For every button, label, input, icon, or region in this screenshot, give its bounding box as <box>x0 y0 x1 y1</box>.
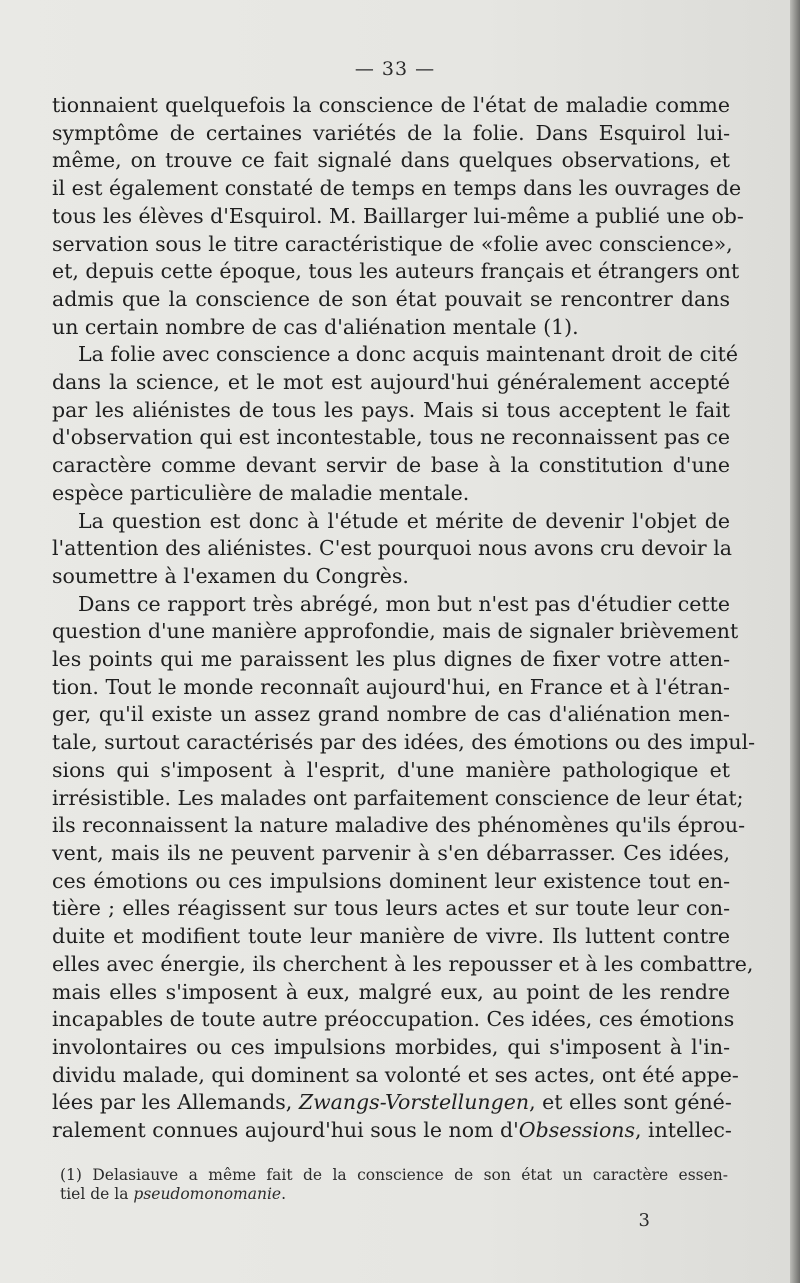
text-line: il est également constaté de temps en temps dans les ouvrages de <box>52 176 742 201</box>
text-segment: ralement connues aujourd'hui sous le nom d' <box>52 1118 519 1143</box>
text-line: duite et modifient toute leur manière de vivre. Ils luttent contre <box>52 924 730 949</box>
text-line: d'observation qui est incontestable, tous ne reconnaissent pas ce <box>52 425 730 450</box>
italic-term-pseudomonomanie: pseudomonomanie <box>133 1185 282 1203</box>
page-edge-shadow <box>790 0 800 1283</box>
body-text <box>52 92 756 1145</box>
text-line-with-italic <box>52 1117 730 1145</box>
text-line: admis que la conscience de son état pouvait se rencontrer dans <box>52 286 730 311</box>
text-line: tous les élèves d'Esquirol. M. Baillarger lui-même a publié une ob- <box>52 203 744 228</box>
text-segment: lées par les Allemands, <box>52 1090 299 1115</box>
text-line: dans la science, et le mot est aujourd'hui généralement accepté <box>52 370 730 395</box>
signature-mark: 3 <box>638 1210 650 1231</box>
text-line: et, depuis cette époque, tous les auteurs français et étrangers ont <box>52 259 740 284</box>
text-line: servation sous le titre caractéristique de «folie avec conscience», <box>52 231 733 256</box>
text-line: ger, qu'il existe un assez grand nombre de cas d'aliénation men- <box>52 702 730 727</box>
text-line: tion. Tout le monde reconnaît aujourd'hui, en France et à l'étran- <box>52 674 730 699</box>
text-line: même, on trouve ce fait signalé dans quelques observations, et <box>52 148 730 173</box>
text-segment: tiel de la <box>60 1185 134 1203</box>
text-line: irrésistible. Les malades ont parfaitement conscience de leur état; <box>52 785 744 810</box>
text-line: tale, surtout caractérisés par des idées, des émotions ou des impul- <box>52 730 756 755</box>
text-segment: . <box>281 1185 287 1203</box>
text-line: incapables de toute autre préoccupation. Ces idées, ces émotions <box>52 1007 735 1032</box>
text-segment: , et elles sont géné- <box>529 1090 732 1115</box>
text-line: symptôme de certaines variétés de la folie. Dans Esquirol lui- <box>52 120 730 145</box>
text-line: vent, mais ils ne peuvent parvenir à s'en débarrasser. Ces idées, <box>52 840 730 865</box>
footnote-line: (1) Delasiauve a même fait de la conscience de son état un caractère essen- <box>60 1166 728 1184</box>
page-number: — 33 — <box>354 58 436 80</box>
text-line: tionnaient quelquefois la conscience de l'état de maladie comme <box>52 93 730 117</box>
italic-term-zwangs-vorstellungen: Zwangs-Vorstellungen <box>298 1090 530 1115</box>
text-line-with-italic <box>52 1089 730 1117</box>
text-line: sions qui s'imposent à l'esprit, d'une manière pathologique et <box>52 757 730 782</box>
footnote-line <box>60 1185 728 1204</box>
text-line: par les aliénistes de tous les pays. Mais si tous acceptent le fait <box>52 397 730 422</box>
text-line: tière ; elles réagissent sur tous leurs actes et sur toute leur con- <box>52 896 730 921</box>
text-line: ils reconnaissent la nature maladive des phénomènes qu'ils éprou- <box>52 813 746 838</box>
text-line: les points qui me paraissent les plus dignes de fixer votre atten- <box>52 647 730 672</box>
text-line: l'attention des aliénistes. C'est pourquoi nous avons cru devoir la <box>52 536 732 561</box>
text-line: ces émotions ou ces impulsions dominent leur existence tout en- <box>52 868 730 893</box>
text-line: mais elles s'imposent à eux, malgré eux, au point de les rendre <box>52 979 730 1004</box>
text-line: question d'une manière approfondie, mais de signaler brièvement <box>52 619 739 644</box>
text-segment: , intellec- <box>635 1118 732 1143</box>
text-line: espèce particulière de maladie mentale. <box>52 480 470 505</box>
italic-term-obsessions: Obsessions <box>518 1118 636 1143</box>
text-line: caractère comme devant servir de base à la constitution d'une <box>52 453 730 478</box>
paragraph-start: Dans ce rapport très abrégé, mon but n'est pas d'étudier cette <box>78 591 730 616</box>
text-line: un certain nombre de cas d'aliénation mentale (1). <box>52 314 579 339</box>
paragraph-start: La folie avec conscience a donc acquis maintenant droit de cité <box>78 342 738 367</box>
text-line: soumettre à l'examen du Congrès. <box>52 563 409 588</box>
paragraph-start: La question est donc à l'étude et mérite de devenir l'objet de <box>78 508 730 533</box>
footnote <box>60 1166 728 1204</box>
text-line: involontaires ou ces impulsions morbides, qui s'imposent à l'in- <box>52 1034 730 1059</box>
text-line: elles avec énergie, ils cherchent à les repousser et à les combattre, <box>52 951 754 976</box>
text-line: dividu malade, qui dominent sa volonté et ses actes, ont été appe- <box>52 1062 739 1087</box>
